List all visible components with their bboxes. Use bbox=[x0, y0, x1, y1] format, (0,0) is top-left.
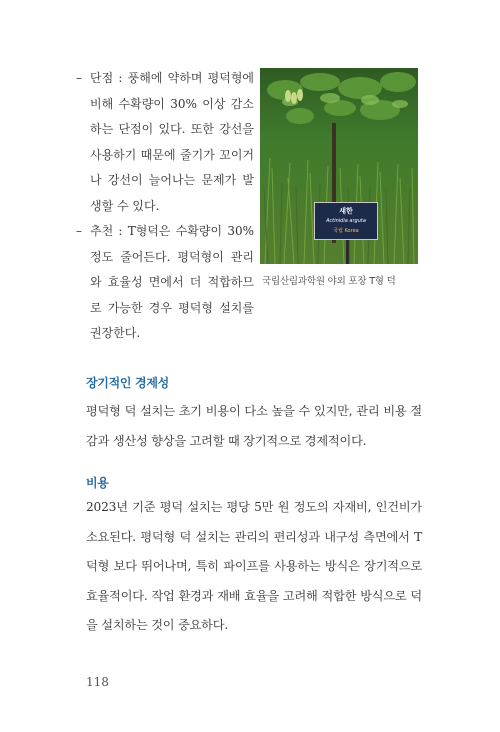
section-heading-economy: 장기적인 경제성 bbox=[86, 376, 169, 390]
sign-latin: Actinidia arguta bbox=[326, 218, 366, 224]
plant-sign bbox=[314, 202, 378, 240]
sign-title: 섀한 bbox=[339, 207, 353, 215]
bullet-list bbox=[76, 66, 254, 347]
bullet-text: 단점 : 풍해에 약하며 평덕형에 비해 수확량이 30% 이상 감소하는 단점이 있다. 또한 강선을 사용하기 때문에 줄기가 꼬이거나 강선이 늘어나는 문제가 발생할 수 있다. bbox=[90, 71, 254, 213]
bullet-disadvantage bbox=[76, 66, 254, 219]
bullet-dash: – bbox=[76, 224, 82, 238]
section-paragraph-economy: 평덕형 덕 설치는 초기 비용이 다소 높을 수 있지만, 관리 비용 절감과 생산성 향상을 고려할 때 장기적으로 경제적이다. bbox=[86, 404, 422, 448]
section-paragraph-cost: 2023년 기준 평덕 설치는 평당 5만 원 정도의 자재비, 인건비가 소요된다. 평덕형 덕 설치는 관리의 편리성과 내구성 측면에서 T덕형 보다 뛰어나며, 특히 파이프를 사용하는 방식은 장기적으로 효율적이다. 작업 환경과 재배 효율을 고려해 적합한 방식으로 덕을 설치하는 것이 중요하다. bbox=[86, 500, 422, 632]
page-number: 118 bbox=[86, 675, 109, 689]
section-heading-cost: 비용 bbox=[86, 476, 109, 490]
t-trellis-photo bbox=[260, 68, 418, 264]
sign-footer: 국립 Korea bbox=[333, 228, 359, 234]
figure-caption: 국립산림과학원 야외 포장 T형 덕 bbox=[262, 276, 396, 287]
bullet-text: 추천 : T형덕은 수확량이 30% 정도 줄어든다. 평덕형이 관리와 효율성 면에서 더 적합하므로 가능한 경우 평덕형 설치를 권장한다. bbox=[90, 224, 254, 340]
bullet-recommendation bbox=[76, 219, 254, 347]
bullet-dash: – bbox=[76, 71, 82, 85]
